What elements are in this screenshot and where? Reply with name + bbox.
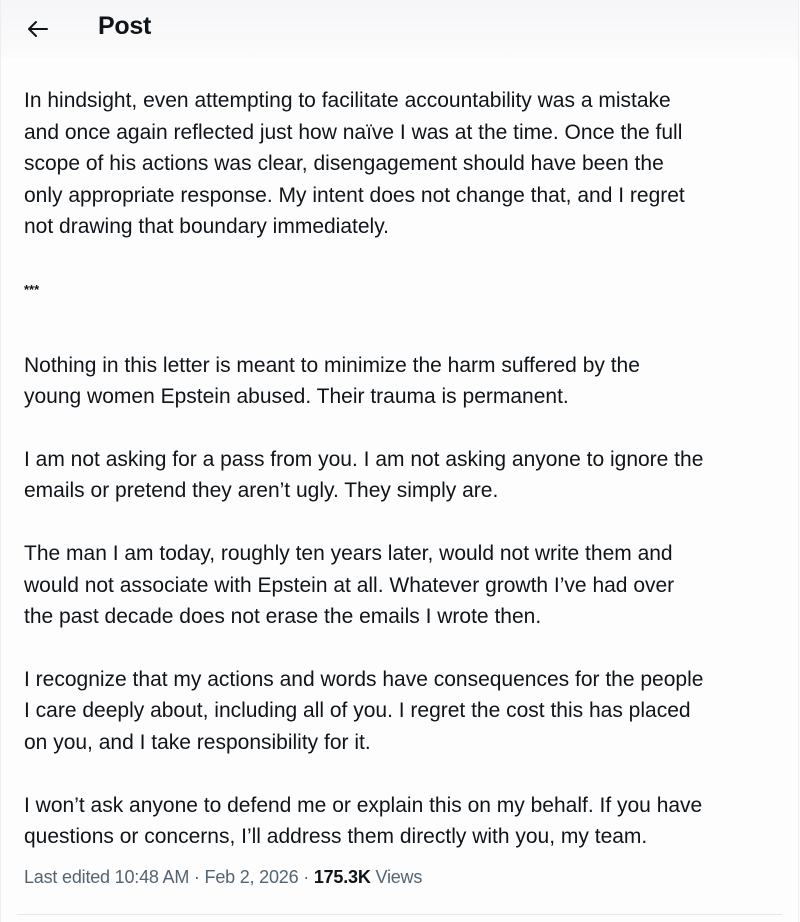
text-line: only appropriate response. My intent does not change that, and I regret	[24, 183, 685, 207]
text-line: the past decade does not erase the emails I wrote then.	[24, 605, 542, 629]
text-line: would not associate with Epstein at all. Whatever growth I’ve had over	[24, 573, 675, 597]
page-title: Post	[98, 12, 151, 40]
text-line: scope of his actions was clear, disengagement should have been the	[24, 152, 664, 176]
text-line: I care deeply about, including all of you. I regret the cost this has placed	[24, 699, 691, 723]
divider	[17, 914, 782, 915]
views-count: 175.3K	[313, 867, 371, 887]
text-line: In hindsight, even attempting to facilitate accountability was a mistake	[24, 89, 671, 112]
paragraph	[24, 538, 784, 633]
text-line: and once again reflected just how naïve I was at the time. Once the full	[24, 120, 683, 144]
arrow-left-icon	[23, 14, 53, 44]
separator: ·	[298, 867, 314, 887]
text-line: Nothing in this letter is meant to minimize the harm suffered by the	[24, 353, 640, 377]
text-line: I won’t ask anyone to defend me or explain this on my behalf. If you have	[24, 793, 703, 817]
text-line: on you, and I take responsibility for it.	[24, 730, 371, 754]
text-line: I recognize that my actions and words have consequences for the people	[24, 667, 704, 691]
text-line: emails or pretend they aren’t ugly. They simply are.	[24, 479, 499, 503]
text-line: I am not asking for a pass from you. I am not asking anyone to ignore the	[24, 447, 704, 471]
text-line: young women Epstein abused. Their trauma is permanent.	[24, 385, 569, 409]
paragraph	[24, 664, 784, 759]
paragraph	[24, 444, 784, 507]
separator-stars	[24, 274, 784, 306]
text-line: The man I am today, roughly ten years later, would not write them and	[24, 541, 673, 565]
post-body	[24, 85, 784, 884]
back-button[interactable]	[23, 14, 53, 44]
text-line: questions or concerns, I’ll address them directly with you, my team.	[24, 825, 648, 849]
header-bar	[1, 0, 798, 58]
edited-timestamp[interactable]: Last edited 10:48 AM	[24, 867, 190, 887]
post-meta	[24, 867, 422, 888]
text-line: ***	[24, 281, 40, 297]
separator: ·	[189, 867, 205, 887]
paragraph	[24, 350, 784, 413]
views-label: Views	[375, 867, 423, 887]
post-date[interactable]: Feb 2, 2026	[204, 867, 299, 887]
text-line: not drawing that boundary immediately.	[24, 215, 389, 239]
paragraph	[24, 790, 784, 853]
paragraph	[24, 85, 784, 243]
